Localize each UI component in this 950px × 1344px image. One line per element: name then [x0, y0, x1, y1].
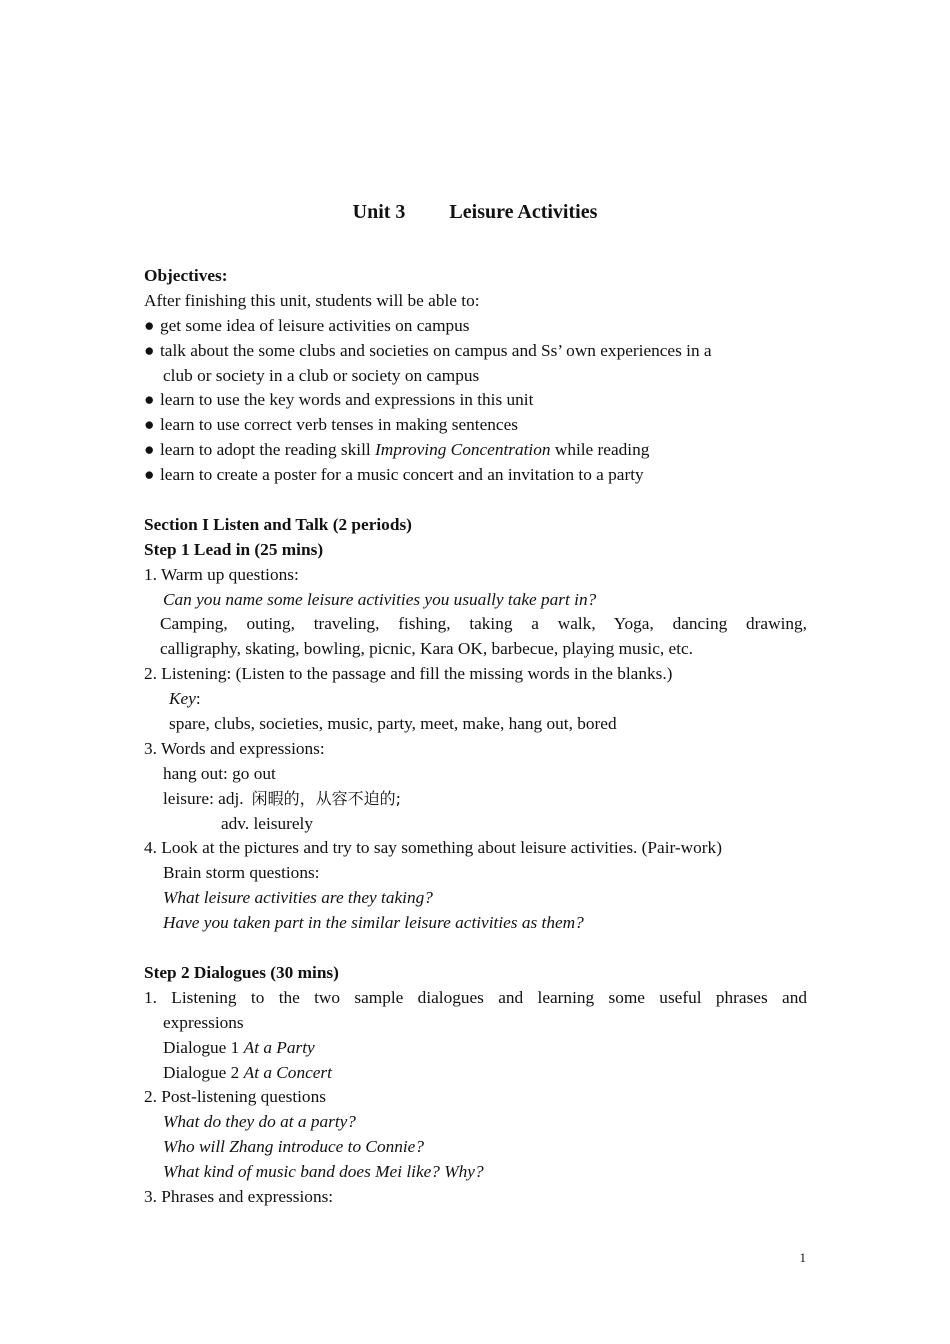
list-item: 2. Listening: (Listen to the passage and fill the missing words in the blanks.) [144, 664, 673, 684]
question: Have you taken part in the similar leisure activities as them? [163, 913, 584, 933]
brainstorm-label: Brain storm questions: [163, 863, 320, 883]
list-item: 2. Post-listening questions [144, 1087, 326, 1107]
bullet-icon: ● [144, 390, 155, 410]
objective-item-continued: club or society in a club or society on campus [163, 365, 480, 385]
list-item: 1. Listening to the two sample dialogues and learning some useful phrases and [144, 987, 807, 1007]
bullet-icon: ● [144, 465, 155, 485]
page-title [0, 199, 950, 225]
step-heading: Step 2 Dialogues (30 mins) [144, 962, 339, 982]
vocab-item: hang out: go out [163, 763, 276, 783]
dialogue-item: Dialogue 1 At a Party [163, 1037, 315, 1057]
list-item: 4. Look at the pictures and try to say something about leisure activities. (Pair-work) [144, 838, 722, 858]
question: Can you name some leisure activities you usually take part in? [163, 589, 597, 609]
unit-name: Leisure Activities [449, 201, 598, 223]
dialogue-item: Dialogue 2 At a Concert [163, 1062, 332, 1082]
question: What do they do at a party? [163, 1112, 356, 1132]
bullet-icon: ● [144, 315, 155, 335]
question: What kind of music band does Mei like? Why? [163, 1162, 484, 1182]
page-number: 1 [799, 1250, 806, 1265]
unit-number: Unit 3 [352, 201, 406, 223]
objective-item: ● learn to create a poster for a music concert and an invitation to a party [144, 463, 807, 488]
objectives-intro: After finishing this unit, students will be able to: [144, 290, 480, 310]
bullet-icon: ● [144, 415, 155, 435]
bullet-icon: ● [144, 340, 155, 360]
chinese-definition: 闲暇的，从容不迫的; [251, 788, 402, 808]
objective-item: ● get some idea of leisure activities on campus [144, 314, 807, 339]
step-heading: Step 1 Lead in (25 mins) [144, 539, 324, 559]
bullet-icon: ● [144, 440, 155, 460]
vocab-item: leisure: adj. 闲暇的，从容不迫的; [163, 788, 402, 808]
reading-skill-name: Improving Concentration [375, 440, 551, 460]
objectives-heading: Objectives: [144, 266, 228, 285]
vocab-item: adv. leisurely [221, 813, 313, 833]
objective-item: ● talk about the some clubs and societies on campus and Ss’ own experiences in a [144, 339, 807, 364]
list-item: 1. Warm up questions: [144, 564, 299, 584]
key-label: Key: [169, 689, 201, 709]
question: Who will Zhang introduce to Connie? [163, 1137, 424, 1157]
objective-item: ● learn to use correct verb tenses in making sentences [144, 413, 807, 438]
document-body [144, 264, 807, 1210]
question: What leisure activities are they taking? [163, 888, 433, 908]
answer-line: calligraphy, skating, bowling, picnic, Kara OK, barbecue, playing music, etc. [160, 639, 693, 659]
objective-item: ● learn to adopt the reading skill Improving Concentration while reading [144, 438, 807, 463]
section-heading: Section I Listen and Talk (2 periods) [144, 514, 412, 534]
key-answers: spare, clubs, societies, music, party, meet, make, hang out, bored [169, 714, 617, 734]
objective-item: ● learn to use the key words and expressions in this unit [144, 388, 807, 413]
list-item-continued: expressions [163, 1012, 244, 1032]
answer-line: Camping, outing, traveling, fishing, taking a walk, Yoga, dancing drawing, [160, 614, 807, 634]
list-item: 3. Words and expressions: [144, 738, 325, 758]
list-item: 3. Phrases and expressions: [144, 1186, 334, 1206]
